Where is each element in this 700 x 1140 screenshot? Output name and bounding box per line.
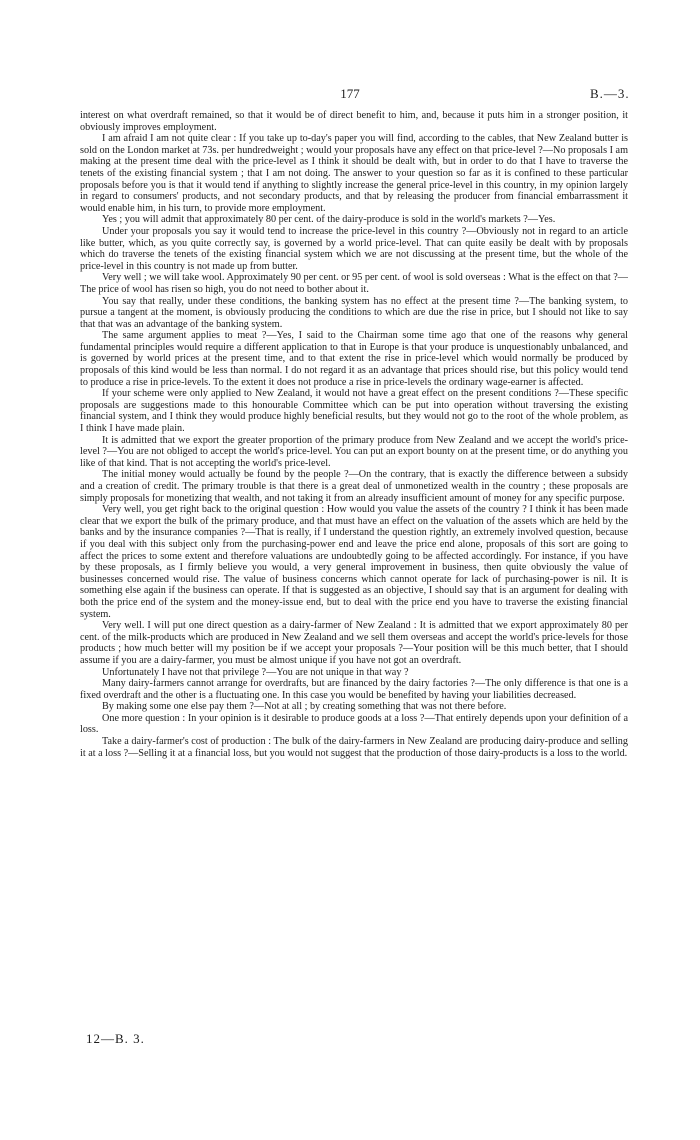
- paragraph-11: Very well, you get right back to the original question : How would you value the assets of the country ? I think it has been made clear that we export the bulk of the primary produce, and that must have an effect on the valuation of the assets which are held by the banks and by the insurance companies ?—That is really, if I understand the question rightly, an extremely involved question, because if you deal with this subject only from the purchasing-power end and leave the price end alone, proposals of this sort are going to affect the prices to some extent and therefore valuations are undoubtedly going to be affected accordingly. For instance, if you have by these proposals, as I firmly believe you would, a very general improvement in business, then quite obviously the value of businesses concerned would rise. The value of business concerns which cannot operate for lack of purchasing-power is nil. It is something else again if the business can operate. If that is suggested as an objective, I should say that is an argument for dealing with both the price end of the system and the money-issue end, but to deal with the price end you have to traverse the existing financial system.: [80, 504, 628, 620]
- signature-mark: 12—B. 3.: [86, 1031, 145, 1046]
- paragraph-5: Very well ; we will take wool. Approximately 90 per cent. or 95 per cent. of wool is sold overseas : What is the effect on that ?—The price of wool has risen so high, you do not need to bother about it.: [80, 272, 628, 295]
- paragraph-1: interest on what overdraft remained, so that it would be of direct benefit to him, and, because it puts him in a stronger position, it obviously improves employment.: [80, 110, 628, 133]
- page-number: 177: [340, 86, 360, 101]
- body-text: [80, 110, 628, 759]
- paragraph-13: Unfortunately I have not that privilege ?—You are not unique in that way ?: [102, 666, 409, 678]
- paragraph-10: The initial money would actually be found by the people ?—On the contrary, that is exactly the difference between a subsidy and a creation of credit. The primary trouble is that there is a great deal of unmonetized wealth in the country ; these proposals are simply proposals for monetizing that wealth, and not taking it from an already insufficient amount of money for any specific purpose.: [80, 469, 628, 504]
- paragraph-15: By making some one else pay them ?—Not at all ; by creating something that was not there before.: [102, 701, 507, 713]
- paragraph-14: Many dairy-farmers cannot arrange for overdrafts, but are financed by the dairy factories ?—The only difference is that one is a fixed overdraft and the other is a fluctuating one. In this case you would be benefited by having your liabilities decreased.: [80, 678, 628, 701]
- document-reference: B.—3.: [590, 86, 630, 101]
- paragraph-8: If your scheme were only applied to New Zealand, it would not have a great effect on the present conditions ?—These specific proposals are suggestions made to this honourable Committee which can be put into operation without traversing the existing financial system, and I think they would produce highly beneficial results, but they would not go to the root of the whole problem, as I think I have made plain.: [80, 388, 628, 435]
- paragraph-6: You say that really, under these conditions, the banking system has no effect at the present time ?—The banking system, to pursue a tangent at the moment, is obviously producing the conditions to which are due the rise in price, but I should not like to say that that was an advantage of the banking system.: [80, 295, 628, 330]
- paragraph-9: It is admitted that we export the greater proportion of the primary produce from New Zealand and we accept the world's price-level ?—You are not obliged to accept the world's price-level. You can put an export bounty on at the present time, or do anything you like of that kind. That is not accepting the world's price-level.: [80, 434, 628, 469]
- paragraph-2: I am afraid I am not quite clear : If you take up to-day's paper you will find, according to the cables, that New Zealand butter is sold on the London market at 73s. per hundredweight ; would your proposals have any effect on that price-level ?—No proposals I am making at the present time deal with the price-level as I think it should be dealt with, but in order to do that I have to traverse the tenets of the existing financial system ; that I am not doing. The answer to your question so far as it is confined to these particular proposals before you is that it would tend if anything to slightly increase the general price-level in this country, in my opinion largely in regard to consumers' products, and not secondary products, and that by releasing the producer from financial embarrassment it would enable him, in his turn, to provide more employment.: [80, 133, 628, 214]
- paragraph-4: Under your proposals you say it would tend to increase the price-level in this country ?—Obviously not in regard to an article like butter, which, as you quite correctly say, is governed by a world price-level. That can quite easily be dealt with by proposals which do traverse the tenets of the existing financial system which we are not discussing at the present time, but the whole of the price-level in this country is not made up from butter.: [80, 225, 628, 272]
- paragraph-16: One more question : In your opinion is it desirable to produce goods at a loss ?—That entirely depends upon your definition of a loss.: [80, 712, 628, 736]
- paragraph-17: Take a dairy-farmer's cost of production : The bulk of the dairy-farmers in New Zealand are producing dairy-produce and selling it at a loss ?—Selling it at a financial loss, but you would not suggest that the production of those dairy-products is a loss to the world.: [80, 736, 628, 759]
- paragraph-7: The same argument applies to meat ?—Yes, I said to the Chairman some time ago that one of the reasons why general fundamental principles would require a different application to that in Europe is that your produce is unquestionably unbalanced, and is governed by world prices at the present time, and to that extent the rise in price-level which would normally be produced by proposals of this kind would be less than normal. I do not regard it as an advantage that prices should rise, but this policy would tend to produce a rise in price-levels. To the extent it does not produce a rise in price-levels the ordinary wage-earner is affected.: [80, 330, 628, 388]
- paragraph-12: Very well. I will put one direct question as a dairy-farmer of New Zealand : It is admitted that we export approximately 80 per cent. of the milk-products which are produced in New Zealand and we sell them overseas and accept the world's price-levels for those products ; how much better will my position be if we accept your proposals ?—Your position will be this much better, that I should assume if you are a dairy-farmer, you must be almost unique if you have not got an overdraft.: [80, 620, 628, 666]
- paragraph-3: Yes ; you will admit that approximately 80 per cent. of the dairy-produce is sold in the world's markets ?—Yes.: [102, 214, 556, 226]
